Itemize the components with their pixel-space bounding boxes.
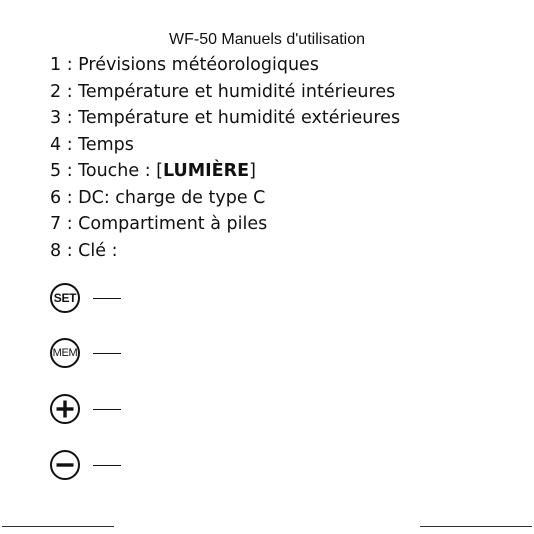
- key-row-plus: [50, 392, 121, 426]
- set-key-label: SET: [53, 291, 77, 305]
- minus-glyph: [55, 455, 75, 475]
- key-row-set: [50, 281, 121, 315]
- mem-key-leader-line: [93, 353, 121, 354]
- list-item-2: 2 : Température et humidité intérieures: [50, 81, 396, 102]
- plus-key-leader-line: [93, 409, 121, 410]
- plus-glyph: [55, 399, 75, 419]
- minus-key-leader-line: [93, 465, 121, 466]
- bottom-rule-left: [2, 526, 114, 527]
- mem-key-icon: [50, 338, 80, 368]
- page-title: WF-50 Manuels d'utilisation: [168, 31, 366, 48]
- minus-key-icon: [50, 450, 80, 480]
- set-key-icon: [50, 283, 80, 313]
- set-key-leader-line: [93, 298, 121, 299]
- list-item-5-prefix: 5 : Touche : [: [50, 161, 163, 181]
- legend-list: [50, 52, 400, 264]
- light-key-label: LUMIÈRE: [163, 161, 250, 181]
- list-item-3: 3 : Température et humidité extérieures: [50, 108, 401, 128]
- key-row-mem: [50, 336, 121, 370]
- bottom-rule-right: [420, 526, 532, 527]
- list-item-7: 7 : Compartiment à piles: [50, 214, 268, 234]
- list-item-5-suffix: ]: [249, 161, 256, 181]
- list-item-8: 8 : Clé :: [50, 240, 118, 261]
- list-item-6: 6 : DC: charge de type C: [50, 187, 266, 208]
- key-row-minus: [50, 448, 121, 482]
- list-item-5: [50, 158, 400, 185]
- list-item-1: 1 : Prévisions météorologiques: [50, 55, 319, 75]
- list-item-4: 4 : Temps: [50, 134, 134, 155]
- mem-key-label: MEM: [52, 347, 78, 359]
- plus-key-icon: [50, 394, 80, 424]
